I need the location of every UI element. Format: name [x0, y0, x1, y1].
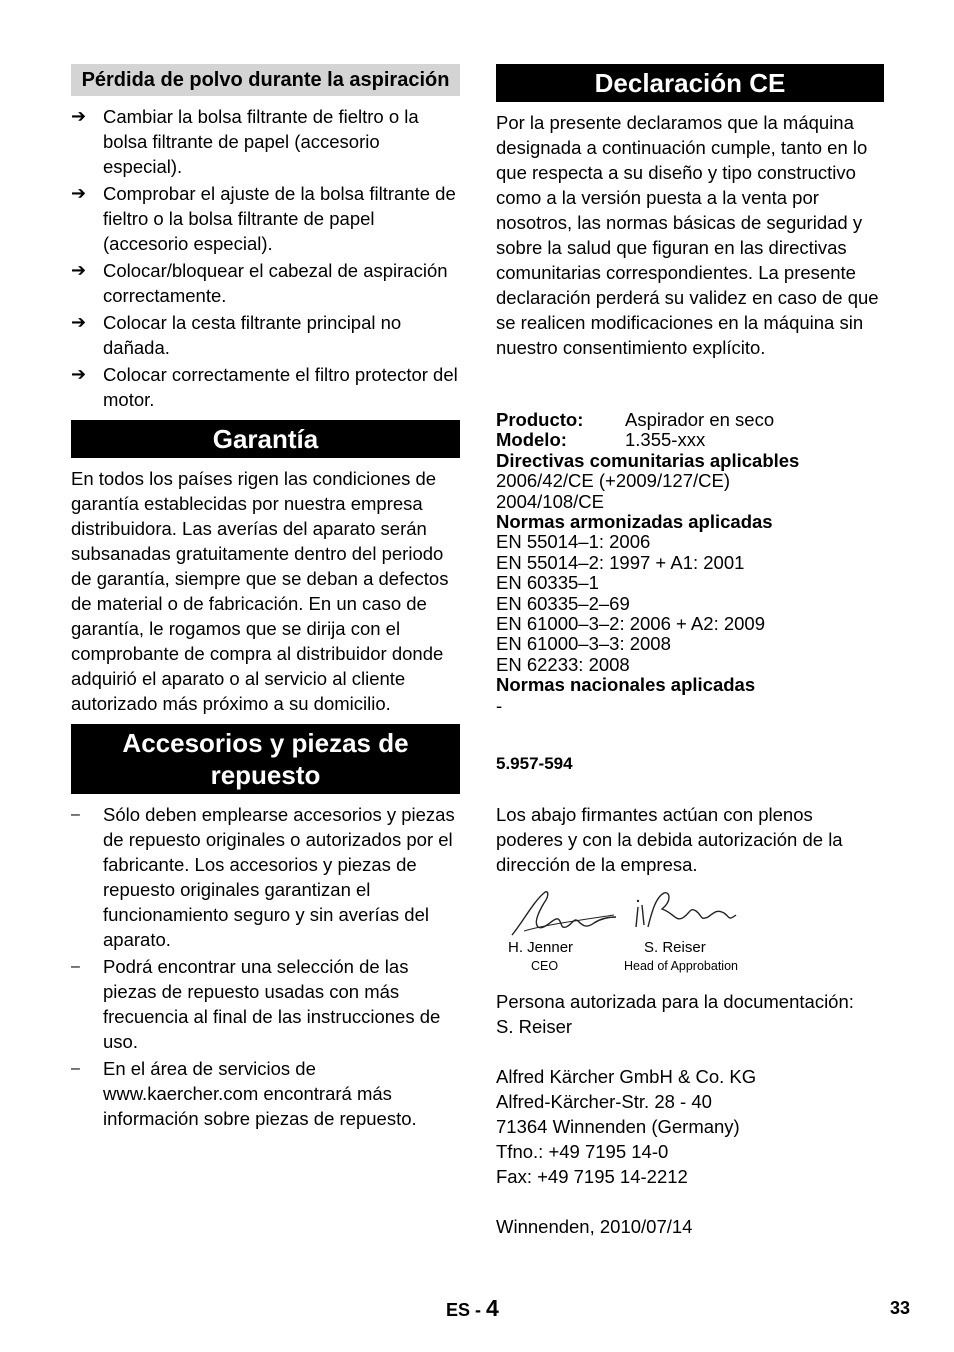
parts-heading: Accesorios y piezas de repuesto: [71, 724, 460, 794]
harmonized-item: EN 61000–3–3: 2008: [496, 633, 671, 655]
warranty-heading: Garantía: [71, 420, 460, 458]
product-row: [496, 410, 884, 430]
address-line: Tfno.: +49 7195 14-0: [496, 1141, 669, 1163]
footer-local-page: 4: [486, 1295, 499, 1321]
national-value: -: [496, 694, 503, 716]
dash-bullet: –: [71, 958, 80, 975]
signers-text: Los abajo firmantes actúan con plenos poderes y con la debida autorización de la dirección de la empresa.: [496, 804, 843, 876]
list-item: ➔ Colocar correctamente el filtro protector del motor.: [71, 364, 458, 410]
document-number: 5.957-594: [496, 754, 573, 774]
product-value: Aspirador en seco: [625, 409, 775, 430]
right-column: [496, 64, 884, 1239]
directives-heading: Directivas comunitarias aplicables: [496, 449, 800, 471]
model-value: 1.355-xxx: [625, 429, 706, 451]
address-line: Alfred-Kärcher-Str. 28 - 40: [496, 1091, 712, 1113]
ce-declaration-heading: Declaración CE: [496, 64, 884, 102]
signature-graphic: [504, 887, 764, 939]
harmonized-item: EN 55014–2: 1997 + A1: 2001: [496, 551, 745, 573]
dust-loss-list: [71, 104, 460, 412]
product-data-block: [496, 410, 884, 716]
signatures: [496, 887, 884, 979]
signer1-title: CEO: [531, 959, 559, 974]
address-line: Alfred Kärcher GmbH & Co. KG: [496, 1066, 757, 1088]
company-address: [496, 1064, 884, 1189]
model-row: [496, 430, 884, 450]
signer1-name: H. Jenner: [508, 939, 574, 957]
dash-bullet: –: [71, 806, 80, 823]
arrow-right-icon: ➔: [71, 106, 87, 126]
left-column: [71, 64, 460, 1131]
doc-person-name: S. Reiser: [496, 1016, 573, 1038]
footer-lang: ES -: [446, 1300, 482, 1320]
harmonized-item: EN 60335–2–69: [496, 592, 630, 614]
place-date: Winnenden, 2010/07/14: [496, 1216, 693, 1238]
harmonized-item: EN 61000–3–2: 2006 + A2: 2009: [496, 613, 765, 635]
harmonized-item: EN 62233: 2008: [496, 653, 630, 675]
list-item: – Podrá encontrar una selección de las piezas de repuesto usadas con más frecuencia al final de las instrucciones de uso.: [71, 956, 441, 1052]
arrow-right-icon: ➔: [71, 260, 87, 280]
harmonized-item: EN 55014–1: 2006: [496, 531, 651, 553]
list-item: – En el área de servicios de www.kaercher.com encontrará más información sobre piezas de repuesto.: [71, 1058, 417, 1129]
footer-page-label: [446, 1295, 499, 1322]
doc-person-label: Persona autorizada para la documentación:: [496, 991, 854, 1013]
dust-loss-heading: Pérdida de polvo durante la aspiración: [71, 64, 460, 96]
harmonized-heading: Normas armonizadas aplicadas: [496, 511, 773, 533]
ce-declaration-text: Por la presente declaramos que la máquina designada a continuación cumple, tanto en lo que respecta a su diseño y tipo constructivo como a la versión puesta a la venta por nosotros, las normas básicas de seguridad y sobre la salud que figuran en las directivas comunitarias correspondientes. La presente declaración perderá su validez en caso de que se realicen modificaciones en la máquina sin nuestro consentimiento explícito.: [496, 112, 879, 358]
parts-list: [71, 802, 460, 1131]
arrow-right-icon: ➔: [71, 364, 87, 384]
directive-item: 2006/42/CE (+2009/127/CE): [496, 470, 730, 492]
signer2-title: Head of Approbation: [624, 959, 738, 974]
list-item: ➔ Comprobar el ajuste de la bolsa filtrante de fieltro o la bolsa filtrante de papel (accesorio especial).: [71, 183, 456, 254]
warranty-text: En todos los países rigen las condiciones de garantía establecidas por nuestra empresa distribuidora. Las averías del aparato serán subsanadas gratuitamente dentro del periodo de garantía, siempre que se deban a defectos de material o de fabricación. En un caso de garantía, le rogamos que se dirija con el comprobante de compra al distribuidor donde adquirió el aparato o al servicio al cliente autorizado más próximo a su domicilio.: [71, 468, 449, 714]
arrow-right-icon: ➔: [71, 312, 87, 332]
address-line: 71364 Winnenden (Germany): [496, 1116, 740, 1138]
arrow-right-icon: ➔: [71, 183, 87, 203]
directive-item: 2004/108/CE: [496, 490, 605, 512]
signer2-name: S. Reiser: [644, 939, 706, 957]
harmonized-item: EN 60335–1: [496, 572, 599, 594]
product-label: Producto:: [496, 409, 584, 430]
footer-page-number: 33: [890, 1298, 911, 1318]
address-line: Fax: +49 7195 14-2212: [496, 1166, 688, 1188]
list-item: ➔ Colocar la cesta filtrante principal no dañada.: [71, 312, 402, 358]
national-heading: Normas nacionales aplicadas: [496, 674, 756, 696]
dash-bullet: –: [71, 1060, 80, 1077]
list-item: ➔ Colocar/bloquear el cabezal de aspiración correctamente.: [71, 260, 448, 306]
list-item: ➔ Cambiar la bolsa filtrante de fieltro o la bolsa filtrante de papel (accesorio especial).: [71, 106, 419, 177]
list-item: – Sólo deben emplearse accesorios y piezas de repuesto originales o autorizados por el fabricante. Los accesorios y piezas de repuesto originales garantizan el funcionamiento seguro y sin averías del aparato.: [71, 804, 455, 950]
model-label: Modelo:: [496, 429, 567, 451]
